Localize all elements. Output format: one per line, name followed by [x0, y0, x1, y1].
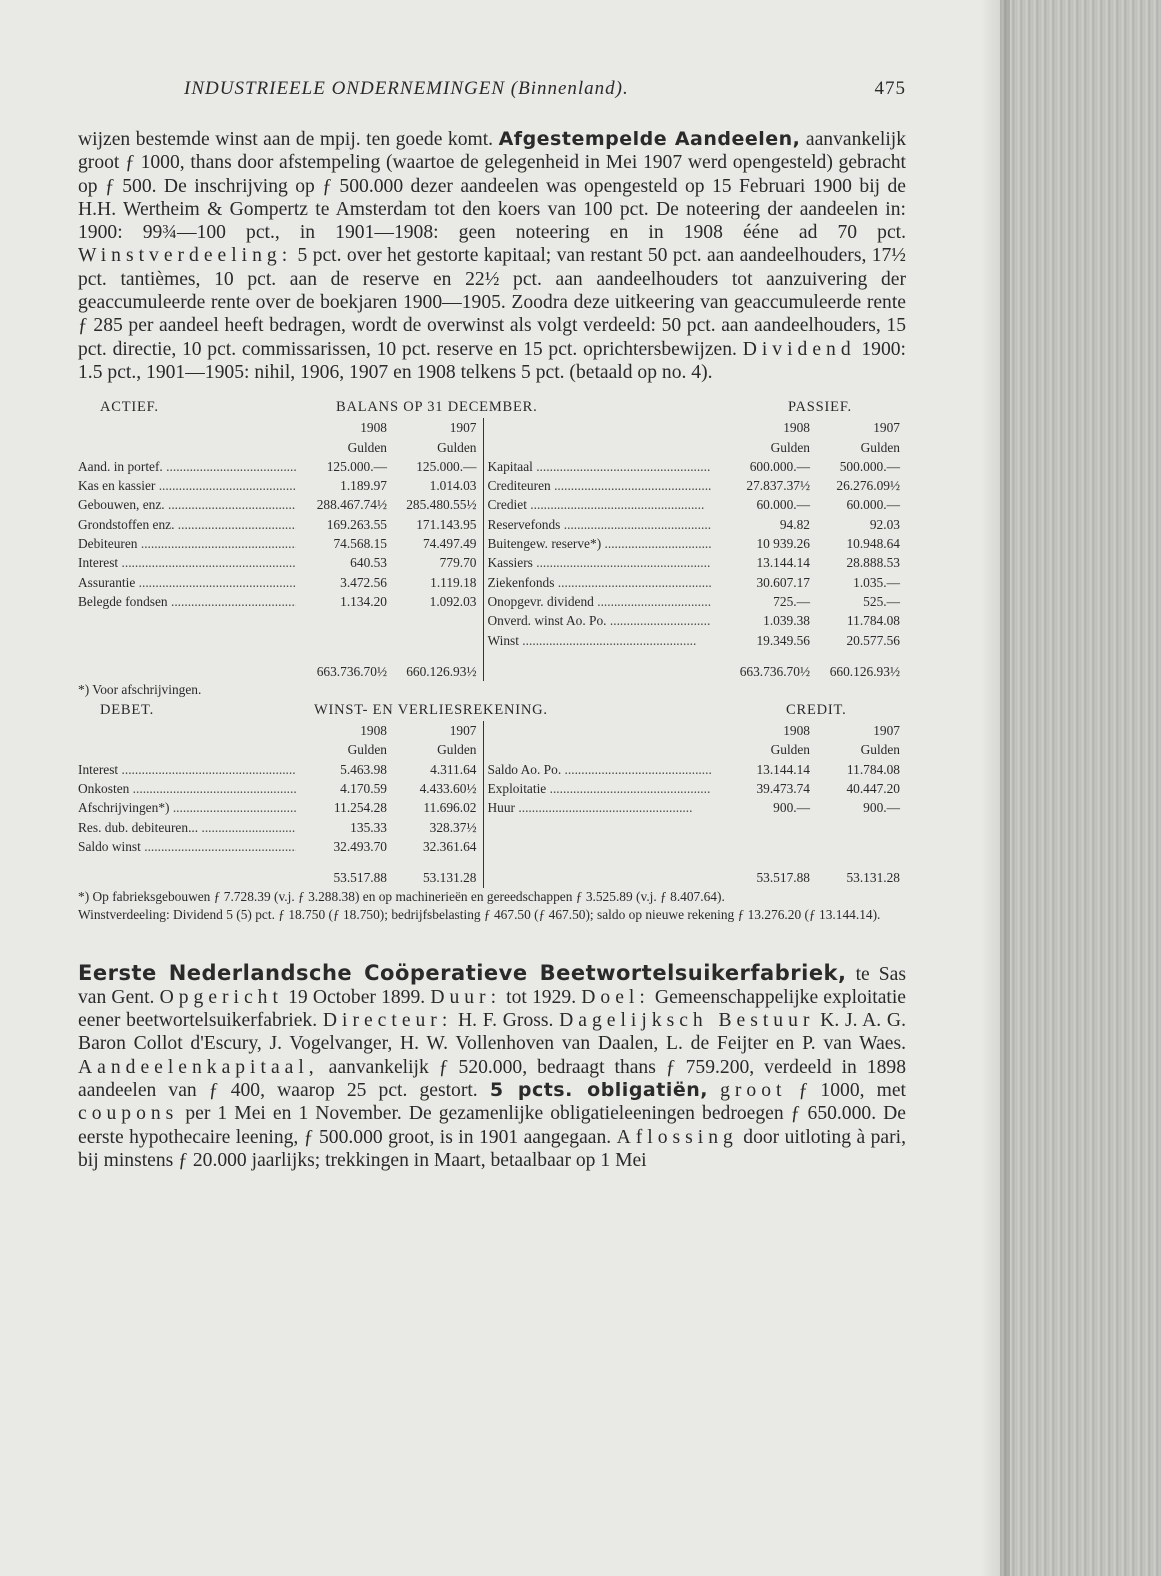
- value-right-1908: 600.000.—: [749, 458, 810, 474]
- label-groot: groot: [720, 1079, 787, 1101]
- label-left: Saldo winst .....: [78, 839, 296, 854]
- value-right-1908: 19.349.56: [756, 632, 810, 648]
- value-left-1908: 125.000.—: [326, 458, 387, 474]
- text: K. J. A. G. Baron Collot d'Escury, J. Vogelvanger, H. W. Vollenhoven van Daalen, L. de Feijter en P. van Waes.: [78, 1010, 906, 1055]
- intro-text-4: 1900: 1.5 pct., 1901—1905: nihil, 1906, 1907 en 1908 telkens 5 pct. (betaald op no. 4).: [78, 338, 907, 383]
- total-debet-1908: 53.517.88: [333, 870, 387, 886]
- value-left-1908: 288.467.74½: [316, 497, 387, 513]
- value-right-1907: 1.035.—: [853, 574, 900, 590]
- text: H. F. Gross.: [452, 1010, 560, 1032]
- value-right-1908: 30.607.17: [756, 574, 810, 590]
- label-right: Exploitatie .....: [488, 781, 712, 796]
- text: per 1 Mei en 1 November. De gezamenlijke obligatieleeningen bedroegen ƒ 650.000. De eerste hypothecaire leening, ƒ 500.000 groot, is in 1901 aangegaan.: [78, 1103, 906, 1148]
- intro-text-2: aanvankelijk groot ƒ 1000, thans door afstempeling (waartoe de gelegenheid in Mei 1907 werd opengesteld) gebracht op ƒ 500. De inschrijving op ƒ 500.000 dezer aandeelen was opengesteld op 15 Februari 1900 bij de H.H. Wertheim & Gompertz te Amsterdam tot den koers van 100 pct. De noteering der aandeelen in: 1900: 99¾—100 pct., in 1901—1908: geen noteering en in 1908 ééne ad 70 pct.: [78, 129, 907, 244]
- book-page-edges: [1000, 0, 1161, 1576]
- company-entry-paragraph: [78, 962, 906, 1173]
- label-left: Assurantie .....: [78, 575, 296, 590]
- label-right: Reservefonds .....: [488, 517, 712, 532]
- value-right-1907: 60.000.—: [846, 497, 900, 513]
- balance-sheet-table: [78, 418, 906, 681]
- table-row: [78, 592, 906, 611]
- value-left-1908: 32.493.70: [333, 838, 387, 854]
- text: ƒ 1000, met: [786, 1079, 906, 1101]
- table-row: [78, 740, 906, 759]
- debet-heading: DEBET.: [100, 702, 155, 719]
- table-row: [78, 438, 906, 457]
- value-left-1907: 1.014.03: [429, 478, 477, 494]
- label-right: Crediet .....: [488, 497, 705, 512]
- profit-loss-total-row: [78, 856, 906, 887]
- value-left-1907: 328.37½: [429, 819, 477, 835]
- label-right: Onopgevr. dividend .....: [488, 594, 712, 609]
- value-left-1907: 171.143.95: [416, 516, 477, 532]
- value-right-1908: 39.473.74: [756, 781, 810, 797]
- table-row: [78, 837, 906, 856]
- label-left: Onkosten .....: [78, 781, 296, 796]
- year-1908: 1908: [783, 723, 810, 739]
- text: te Sas van Gent.: [78, 963, 906, 1008]
- value-right-1907: 20.577.56: [846, 632, 900, 648]
- table-row: [78, 515, 906, 534]
- page-number: 475: [874, 78, 906, 99]
- value-right-1907: 11.784.08: [846, 613, 900, 629]
- balance-total-row: [78, 650, 906, 681]
- total-passief-1908: 663.736.70½: [739, 663, 810, 679]
- running-title: INDUSTRIEELE ONDERNEMINGEN (Binnenland).: [184, 78, 629, 99]
- credit-heading: CREDIT.: [786, 702, 847, 719]
- table-row: [78, 476, 906, 495]
- table-row: [78, 760, 906, 779]
- value-right-1908: 13.144.14: [756, 761, 810, 777]
- value-left-1907: 4.433.60½: [419, 781, 477, 797]
- value-left-1907: 125.000.—: [416, 458, 477, 474]
- value-left-1908: 5.463.98: [340, 761, 387, 777]
- year-1908: 1908: [360, 723, 387, 739]
- currency-label: Gulden: [347, 742, 387, 758]
- total-debet-1907: 53.131.28: [422, 870, 477, 886]
- value-left-1907: 11.696.02: [423, 800, 477, 816]
- label-directeur: Directeur:: [322, 1010, 453, 1032]
- text: [708, 1080, 720, 1101]
- total-passief-1907: 660.126.93½: [829, 663, 900, 679]
- value-right-1907: 900.—: [863, 800, 900, 816]
- label-right: Kassiers .....: [488, 555, 711, 570]
- profit-loss-title: WINST- EN VERLIESREKENING.: [314, 702, 548, 719]
- table-row: [78, 818, 906, 837]
- currency-label: Gulden: [770, 742, 810, 758]
- value-right-1907: 525.—: [863, 593, 900, 609]
- page-body: [78, 128, 906, 1172]
- text: 19 October 1899.: [282, 986, 431, 1008]
- value-left-1908: 640.53: [350, 555, 387, 571]
- value-left-1907: 285.480.55½: [406, 497, 477, 513]
- currency-label: Gulden: [347, 439, 387, 455]
- value-left-1907: 779.70: [439, 555, 477, 571]
- table-row: [78, 779, 906, 798]
- label-right: Saldo Ao. Po. .....: [488, 762, 712, 777]
- label-left: Interest .....: [78, 555, 296, 570]
- intro-text-1: wijzen bestemde winst aan de mpij. ten goede komt.: [78, 129, 499, 150]
- label-doel: Doel:: [581, 986, 650, 1008]
- total-actief-1908: 663.736.70½: [316, 663, 387, 679]
- total-credit-1908: 53.517.88: [756, 870, 810, 886]
- table-row: [78, 418, 906, 437]
- balance-sheet-title: BALANS OP 31 DECEMBER.: [336, 399, 538, 416]
- label-left: Grondstoffen enz. .....: [78, 517, 296, 532]
- label-right: Ziekenfonds .....: [488, 575, 712, 590]
- profit-loss-footnote: *) Op fabrieksgebouwen ƒ 7.728.39 (v.j. ƒ 3.288.38) en op machinerieën en gereedschappen ƒ 3.525.89 (v.j. ƒ 8.407.64).: [78, 888, 725, 904]
- label-left: Res. dub. debiteuren... .....: [78, 820, 296, 835]
- value-right-1908: 1.039.38: [763, 613, 810, 629]
- label-left: Aand. in portef. .....: [78, 459, 296, 474]
- text: aanvankelijk ƒ 520.000, bedraagt thans ƒ 759.200, verdeeld in 1898 aandeelen van ƒ 400, waarop 25 pct. gestort.: [78, 1056, 906, 1101]
- value-right-1908: 94.82: [779, 516, 810, 532]
- table-row: [78, 534, 906, 553]
- label-aandeelenkapitaal: Aandeelenkapitaal,: [78, 1056, 319, 1078]
- heading-afgestempelde-aandeelen: Afgestempelde Aandeelen,: [498, 128, 801, 150]
- label-duur: Duur:: [430, 986, 502, 1008]
- label-right: Onverd. winst Ao. Po. .....: [488, 613, 712, 628]
- passief-heading: PASSIEF.: [788, 399, 852, 416]
- value-right-1908: 900.—: [773, 800, 810, 816]
- label-left: Belegde fondsen .....: [78, 594, 296, 609]
- table-row: [78, 611, 906, 630]
- label-left: Debiteuren .....: [78, 536, 296, 551]
- value-left-1907: 74.497.49: [422, 536, 477, 552]
- profit-distribution-note: Winstverdeeling: Dividend 5 (5) pct. ƒ 18.750 (ƒ 18.750); bedrijfsbelasting ƒ 467.50 (ƒ 467.50); saldo op nieuwe rekening ƒ 13.276.20 (ƒ 13.144.14).: [78, 906, 881, 922]
- label-right: Winst .....: [488, 633, 697, 648]
- label-left: Afschrijvingen*) .....: [78, 800, 296, 815]
- heading-obligatien: 5 pcts. obligatiën,: [489, 1078, 708, 1101]
- table-row: [78, 721, 906, 740]
- year-1907: 1907: [449, 420, 477, 436]
- balance-sheet-heading: [78, 396, 906, 418]
- value-left-1907: 4.311.64: [430, 761, 477, 777]
- label-right: Crediteuren .....: [488, 478, 712, 493]
- label-right: Kapitaal .....: [488, 459, 711, 474]
- company-name-heading: Eerste Nederlandsche Coöperatieve Beetwortelsuikerfabriek,: [78, 960, 847, 985]
- value-right-1908: 10 939.26: [756, 536, 810, 552]
- label-dagelijksch-bestuur: Dagelijksch Bestuur: [559, 1010, 815, 1032]
- label-dividend: Dividend: [742, 338, 856, 360]
- value-left-1908: 11.254.28: [333, 800, 387, 816]
- total-credit-1907: 53.131.28: [846, 870, 900, 886]
- label-left: Interest .....: [78, 762, 296, 777]
- value-right-1907: 26.276.09½: [836, 478, 900, 494]
- intro-text-3: 5 pct. over het gestorte kapitaal; van restant 50 pct. aan aandeelhouders, 17½ pct. tantièmes, 10 pct. aan de reserve en 22½ pct. aan aandeelhouders tot aanzuivering der geaccumuleerde rente over de boekjaren 1900—1905. Zoodra deze uitkeering van geaccumuleerde rente ƒ 285 per aandeel heeft bedragen, wordt de overwinst als volgt verdeeld: 50 pct. aan aandeelhouders, 15 pct. directie, 10 pct. commissarissen, 10 pct. reserve en 15 pct. oprichtersbewijzen.: [78, 245, 906, 360]
- page-edge-shadow: [980, 0, 1010, 1576]
- value-left-1908: 4.170.59: [340, 781, 387, 797]
- value-left-1908: 74.568.15: [333, 536, 387, 552]
- currency-label: Gulden: [860, 439, 900, 455]
- label-opgericht: Opgericht: [159, 986, 283, 1008]
- year-1908: 1908: [360, 420, 387, 436]
- value-left-1908: 1.134.20: [340, 593, 387, 609]
- label-right: Buitengew. reserve*) .....: [488, 536, 712, 551]
- value-right-1908: 725.—: [773, 593, 810, 609]
- value-right-1907: 28.888.53: [846, 555, 900, 571]
- table-row: [78, 553, 906, 572]
- balance-footnote: *) Voor afschrijvingen.: [78, 682, 202, 698]
- value-left-1908: 169.263.55: [326, 516, 387, 532]
- text: Gemeenschappelijke exploitatie eener beetwortelsuikerfabriek.: [78, 986, 906, 1032]
- label-right: Huur .....: [488, 800, 693, 815]
- actief-heading: ACTIEF.: [100, 399, 159, 416]
- value-left-1907: 32.361.64: [422, 838, 477, 854]
- text: door uitloting à pari, bij minstens ƒ 20.000 jaarlijks; trekkingen in Maart, betaalbaar op 1 Mei: [78, 1126, 906, 1171]
- year-1908: 1908: [783, 420, 810, 436]
- profit-loss-table: [78, 721, 906, 887]
- text: tot 1929.: [501, 986, 582, 1008]
- label-coupons: coupons: [78, 1103, 179, 1125]
- value-left-1907: 1.119.18: [430, 574, 477, 590]
- currency-label: Gulden: [860, 742, 900, 758]
- currency-label: Gulden: [770, 439, 810, 455]
- label-winstverdeeling: Winstverdeeling:: [78, 245, 293, 267]
- table-row: [78, 457, 906, 476]
- value-left-1908: 135.33: [350, 819, 387, 835]
- year-1907: 1907: [873, 723, 900, 739]
- value-right-1907: 40.447.20: [846, 781, 900, 797]
- value-right-1908: 60.000.—: [756, 497, 810, 513]
- table-row: [78, 798, 906, 817]
- value-left-1907: 1.092.03: [429, 593, 477, 609]
- value-right-1907: 11.784.08: [846, 761, 900, 777]
- table-row: [78, 573, 906, 592]
- value-right-1907: 92.03: [869, 516, 900, 532]
- value-left-1908: 1.189.97: [340, 478, 387, 494]
- value-right-1908: 27.837.37½: [746, 478, 810, 494]
- value-right-1908: 13.144.14: [756, 555, 810, 571]
- label-aflossing: Aflossing: [616, 1126, 738, 1148]
- table-row: [78, 495, 906, 514]
- currency-label: Gulden: [437, 742, 477, 758]
- intro-paragraph: [78, 128, 906, 384]
- year-1907: 1907: [449, 723, 477, 739]
- label-left: Gebouwen, enz. .....: [78, 497, 296, 512]
- value-right-1907: 500.000.—: [839, 458, 900, 474]
- table-row: [78, 631, 906, 650]
- currency-label: Gulden: [437, 439, 477, 455]
- value-left-1908: 3.472.56: [340, 574, 387, 590]
- year-1907: 1907: [873, 420, 900, 436]
- label-left: Kas en kassier .....: [78, 478, 296, 493]
- total-actief-1907: 660.126.93½: [406, 663, 477, 679]
- profit-loss-heading: [78, 699, 906, 721]
- value-right-1907: 10.948.64: [846, 536, 900, 552]
